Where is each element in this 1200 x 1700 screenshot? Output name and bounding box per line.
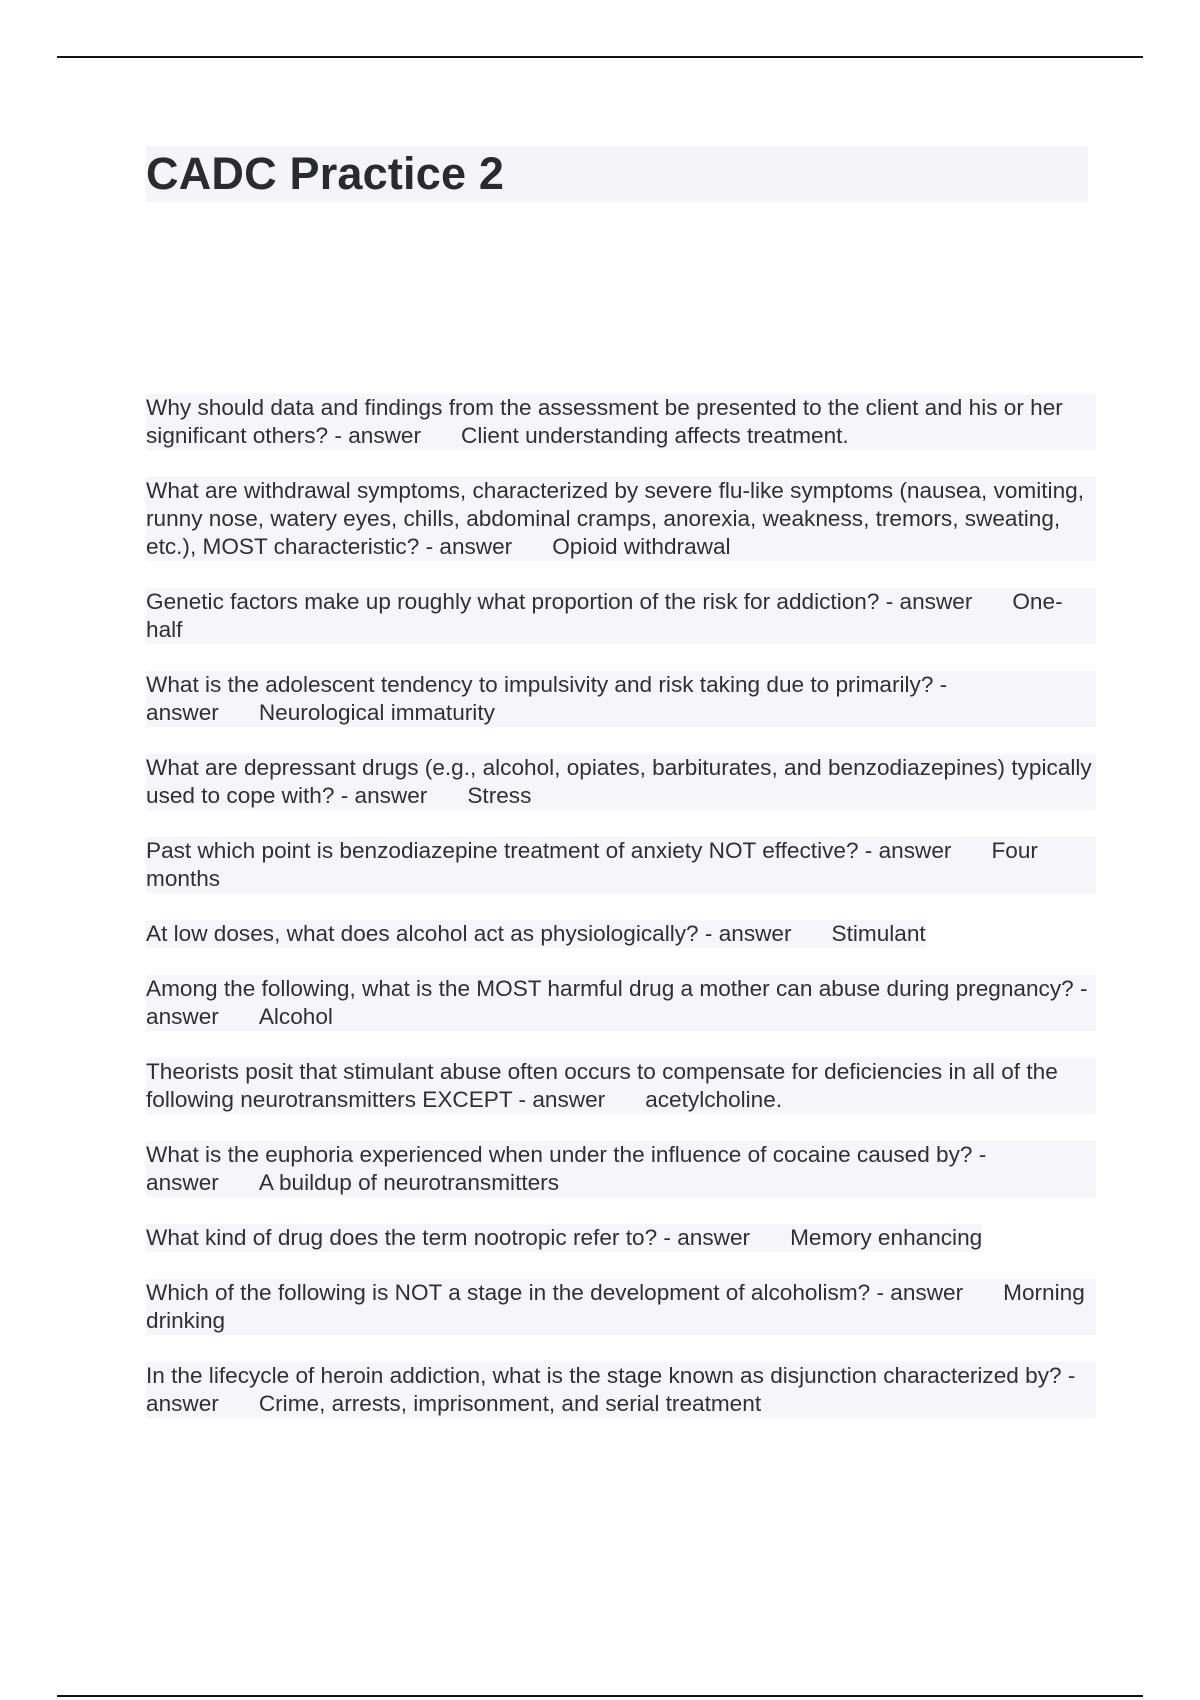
qa-item [146,754,1096,810]
answer-separator: - answer [146,1363,1076,1416]
qa-item-wrap [146,1141,1096,1197]
question-text: What are withdrawal symptoms, characterized by severe flu-like symptoms (nausea, vomiting, runny nose, watery eyes, chills, abdominal cramps, anorexia, weakness, tremors, sweating, etc.), MOST characteristic? [146,478,1084,559]
qa-list [146,394,1096,1445]
answer-separator: - answer [146,1142,987,1195]
answer-text: Morning drinking [146,1280,1085,1333]
answer-text: Stimulant [831,921,926,946]
answer-text: Four months [146,838,1038,891]
question-text: What is the euphoria experienced when under the influence of cocaine caused by? [146,1142,973,1167]
question-text: Past which point is benzodiazepine treatment of anxiety NOT effective? [146,838,859,863]
qa-item [146,837,1096,893]
page-title: CADC Practice 2 [146,148,505,199]
answer-separator: - answer [328,423,422,448]
qa-item-wrap [146,754,1096,810]
qa-item-wrap [146,1058,1096,1114]
answer-separator: - answer [698,921,792,946]
qa-item [146,588,1096,644]
question-text: Theorists posit that stimulant abuse often occurs to compensate for deficiencies in all of the following neurotransmitters EXCEPT [146,1059,1058,1112]
answer-text: A buildup of neurotransmitters [258,1170,560,1195]
question-text: What is the adolescent tendency to impulsivity and risk taking due to primarily? [146,672,934,697]
qa-item [146,1362,1096,1418]
qa-item [146,1279,1096,1335]
qa-item [146,1224,982,1252]
answer-separator: - answer [870,1280,964,1305]
question-text: At low doses, what does alcohol act as physiologically? [146,921,699,946]
qa-item-wrap [146,975,1096,1031]
qa-item [146,477,1096,561]
question-text: Among the following, what is the MOST harmful drug a mother can abuse during pregnancy? [146,976,1074,1001]
answer-text: One-half [146,589,1063,642]
qa-item-wrap [146,477,1096,561]
qa-item-wrap [146,837,1096,893]
question-text: Which of the following is NOT a stage in the development of alcoholism? [146,1280,871,1305]
question-text: What kind of drug does the term nootropic refer to? [146,1225,658,1250]
qa-item-wrap [146,394,1096,450]
answer-text: Crime, arrests, imprisonment, and serial treatment [258,1391,762,1416]
answer-text: Alcohol [258,1004,333,1029]
answer-text: Opioid withdrawal [552,534,731,559]
qa-item-wrap [146,1279,1096,1335]
answer-separator: - answer [657,1225,751,1250]
qa-item [146,1141,1096,1197]
answer-text: Client understanding affects treatment. [461,423,849,448]
question-text: Genetic factors make up roughly what proportion of the risk for addiction? [146,589,880,614]
qa-item [146,394,1096,450]
title-block [146,146,1088,202]
answer-text: Neurological immaturity [258,700,495,725]
qa-item-wrap [146,1224,1096,1252]
answer-separator: - answer [879,589,973,614]
qa-item [146,671,1096,727]
qa-item-wrap [146,671,1096,727]
answer-separator: - answer [146,976,1088,1029]
answer-separator: - answer [512,1087,606,1112]
qa-item-wrap [146,1362,1096,1418]
answer-text: Memory enhancing [790,1225,983,1250]
qa-item-wrap [146,588,1096,644]
qa-item [146,920,926,948]
qa-item [146,1058,1096,1114]
bottom-rule [57,1695,1143,1697]
qa-item-wrap [146,920,1096,948]
answer-separator: - answer [419,534,513,559]
answer-separator: - answer [334,783,428,808]
answer-separator: - answer [858,838,952,863]
answer-text: Stress [467,783,532,808]
top-rule [57,56,1143,58]
answer-separator: - answer [146,672,948,725]
question-text: Why should data and findings from the assessment be presented to the client and his or her significant others? [146,395,1063,448]
answer-text: acetylcholine. [645,1087,783,1112]
question-text: In the lifecycle of heroin addiction, what is the stage known as disjunction characterized by? [146,1363,1062,1388]
qa-item [146,975,1096,1031]
question-text: What are depressant drugs (e.g., alcohol, opiates, barbiturates, and benzodiazepines) typically used to cope with? [146,755,1092,808]
